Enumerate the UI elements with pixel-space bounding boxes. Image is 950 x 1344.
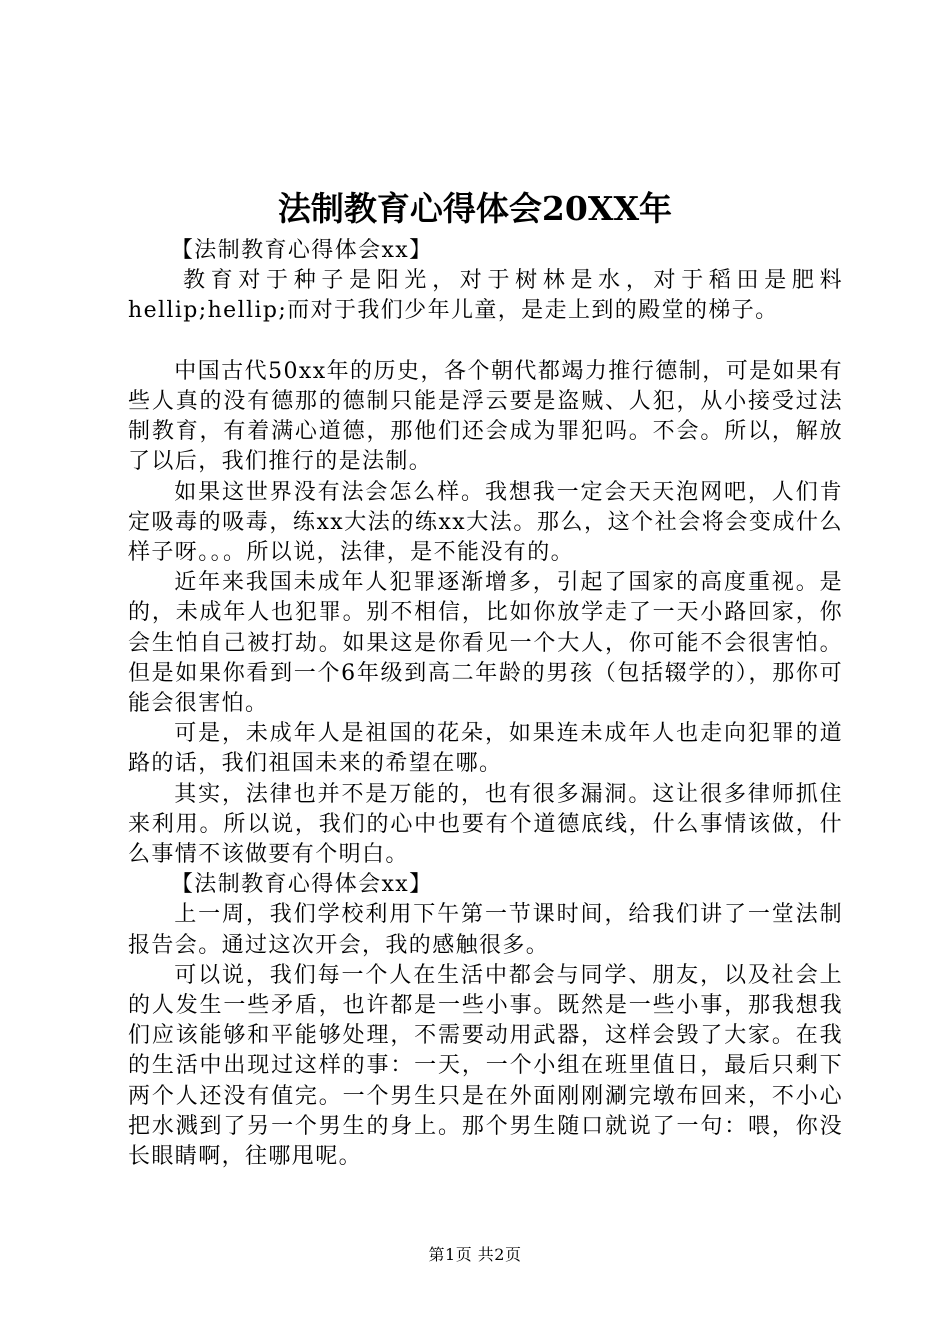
paragraph: 如果这世界没有法会怎么样。我想我一定会天天泡网吧，人们肯定吸毒的吸毒，练xx大法的练xx大法。那么，这个社会将会变成什么样子呀。。。所以说，法律，是不能没有的。 [128,479,843,566]
paragraph: 中国古代50xx年的历史，各个朝代都竭力推行德制，可是如果有些人真的没有德那的德制只能是浮云要是盗贼、人犯，从小接受过法制教育，有着满心道德，那他们还会成为罪犯吗。不会。所以，解放了以后，我们推行的是法制。 [128,358,843,475]
document-title: 法制教育心得体会20XX年 [277,189,673,228]
document-body [128,236,843,1172]
paragraph: 上一周，我们学校利用下午第一节课时间，给我们讲了一堂法制报告会。通过这次开会，我的感触很多。 [128,902,843,958]
section-heading: 【法制教育心得体会xx】 [170,238,433,263]
page-number: 第1页 共2页 [428,1245,522,1264]
paragraph: 其实，法律也并不是万能的，也有很多漏洞。这让很多律师抓住来利用。所以说，我们的心中也要有个道德底线，什么事情该做，什么事情不该做要有个明白。 [128,781,843,868]
paragraph: 近年来我国未成年人犯罪逐渐增多，引起了国家的高度重视。是的，未成年人也犯罪。别不相信，比如你放学走了一天小路回家，你会生怕自己被打劫。如果这是你看见一个大人，你可能不会很害怕。但是如果你看到一个6年级到高二年龄的男孩（包括辍学的），那你可能会很害怕。 [128,570,843,717]
paragraph: 可是，未成年人是祖国的花朵，如果连未成年人也走向犯罪的道路的话，我们祖国未来的希望在哪。 [128,721,843,777]
section-heading: 【法制教育心得体会xx】 [170,872,433,898]
paragraph-gap [128,327,843,357]
paragraph: 可以说，我们每一个人在生活中都会与同学、朋友，以及社会上的人发生一些矛盾，也许都是一些小事。既然是一些小事，那我想我们应该能够和平能够处理，不需要动用武器，这样会毁了大家。在我的生活中出现过这样的事：一天，一个小组在班里值日，最后只剩下两个人还没有值完。一个男生只是在外面刚刚涮完墩布回来，不小心把水溅到了另一个男生的身上。那个男生随口就说了一句：喂，你没长眼睛啊，往哪甩呢。 [128,962,843,1170]
paragraph: 教育对于种子是阳光，对于树林是水，对于稻田是肥料hellip;hellip;而对于我们少年儿童，是走上到的殿堂的梯子。 [128,268,843,324]
